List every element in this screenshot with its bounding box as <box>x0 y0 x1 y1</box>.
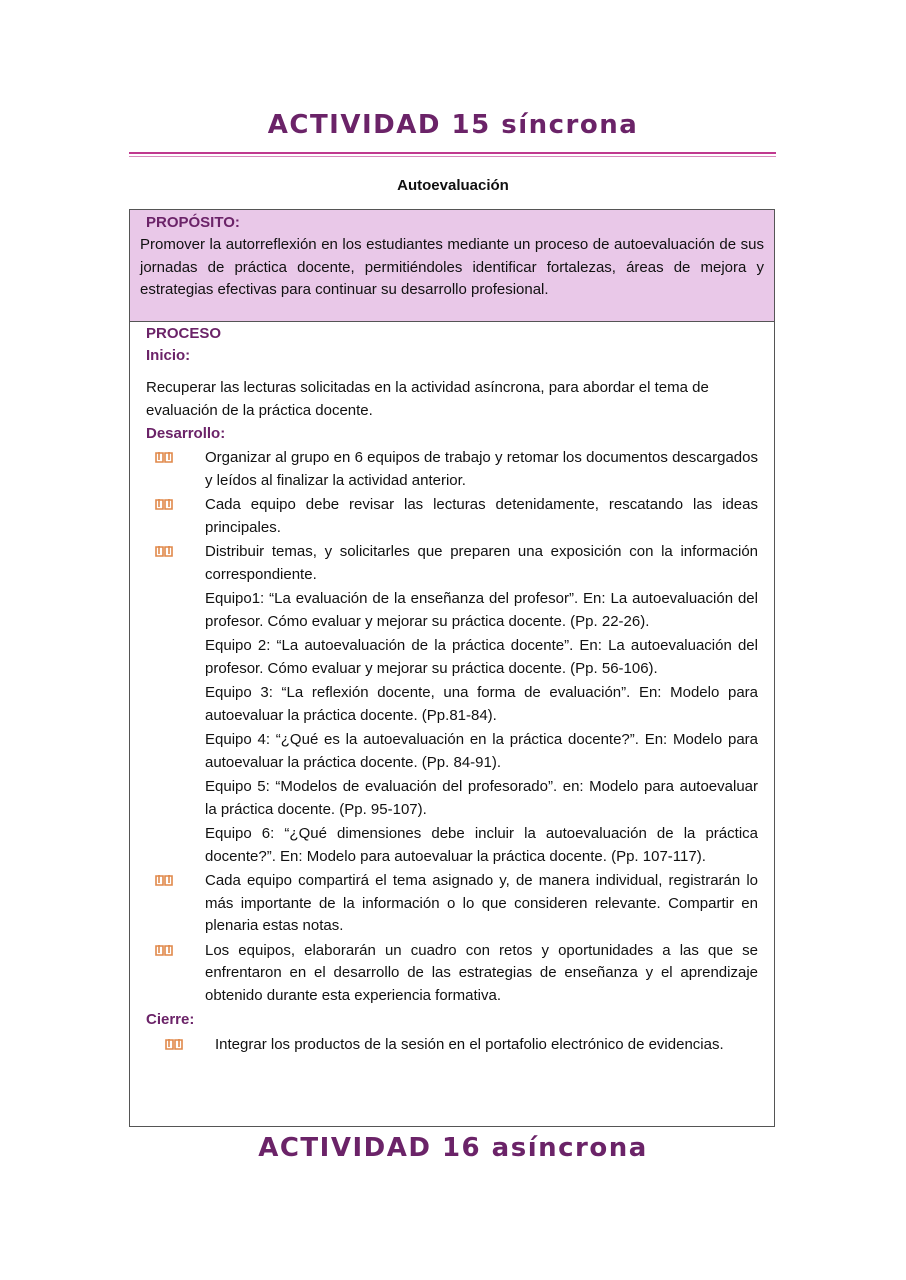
open-book-icon <box>154 943 174 957</box>
equipo-item: Equipo 5: “Modelos de evaluación del profesorado”. en: Modelo para autoevaluar la práctica docente. (Pp. 95-107). <box>205 778 758 818</box>
equipo-item: Equipo 2: “La autoevaluación de la práctica docente”. En: La autoevaluación del profesor. Cómo evaluar y mejorar su práctica docente. (Pp. 56-106). <box>205 637 758 677</box>
list-item-text: Cada equipo debe revisar las lecturas detenidamente, rescatando las ideas principales. <box>205 496 758 536</box>
list-item <box>146 1034 758 1057</box>
list-item <box>146 541 758 586</box>
open-book-icon <box>154 544 174 558</box>
equipo-item: Equipo 4: “¿Qué es la autoevaluación en la práctica docente?”. En: Modelo para autoevaluar la práctica docente. (Pp. 84-91). <box>205 731 758 771</box>
inicio-text: Recuperar las lecturas solicitadas en la actividad asíncrona, para abordar el tema de evaluación de la práctica docente. <box>146 379 709 419</box>
purpose-label: PROPÓSITO: <box>146 214 240 231</box>
open-book-icon <box>154 497 174 511</box>
list-item-text: Organizar al grupo en 6 equipos de trabajo y retomar los documentos descargados y leídos al finalizar la actividad anterior. <box>205 449 758 489</box>
list-item-text: Integrar los productos de la sesión en el portafolio electrónico de evidencias. <box>215 1036 724 1053</box>
process-label: PROCESO <box>146 325 222 342</box>
purpose-text: Promover la autorreflexión en los estudiantes mediante un proceso de autoevaluación de sus jornadas de práctica docente, permitiéndoles identificar fortalezas, áreas de mejora y estrategias efectivas para continuar su desarrollo profesional. <box>140 236 764 298</box>
desarrollo-list <box>146 447 758 586</box>
page-title: ACTIVIDAD 15 síncrona <box>267 110 639 140</box>
process-cell <box>130 323 774 1057</box>
list-item-text: Distribuir temas, y solicitarles que preparen una exposición con la información correspondiente. <box>205 543 758 583</box>
desarrollo-label: Desarrollo: <box>146 425 226 442</box>
title-divider <box>129 152 776 154</box>
equipo-item: Equipo 6: “¿Qué dimensiones debe incluir la autoevaluación de la práctica docente?”. En: Modelo para autoevaluar la práctica docente. (Pp. 107-117). <box>205 825 758 865</box>
section-subtitle: Autoevaluación <box>397 177 509 194</box>
list-item <box>146 447 758 492</box>
equipo-item: Equipo1: “La evaluación de la enseñanza del profesor”. En: La autoevaluación del profesor. Cómo evaluar y mejorar su práctica docente. (Pp. 22-26). <box>205 590 758 630</box>
purpose-cell <box>130 210 774 322</box>
next-activity-title: ACTIVIDAD 16 asíncrona <box>258 1133 648 1163</box>
activity-table <box>129 209 775 1127</box>
open-book-icon <box>154 450 174 464</box>
cierre-label: Cierre: <box>146 1011 195 1028</box>
equipo-item: Equipo 3: “La reflexión docente, una forma de evaluación”. En: Modelo para autoevaluar la práctica docente. (Pp.81-84). <box>205 684 758 724</box>
desarrollo-list-after <box>146 870 758 1007</box>
open-book-icon <box>164 1037 184 1051</box>
list-item-text: Los equipos, elaborarán un cuadro con retos y oportunidades a las que se enfrentaron en el desarrollo de las estrategias de enseñanza y el aprendizaje obtenido durante esta experiencia formativa. <box>205 941 758 1004</box>
list-item <box>146 940 758 1008</box>
list-item <box>146 870 758 938</box>
inicio-label: Inicio: <box>146 347 191 364</box>
title-divider-thin <box>129 156 776 157</box>
list-item <box>146 494 758 539</box>
list-item-text: Cada equipo compartirá el tema asignado y, de manera individual, registrarán lo más importante de la información o lo que consideren relevante. Compartir en plenaria estas notas. <box>205 872 758 934</box>
open-book-icon <box>154 873 174 887</box>
